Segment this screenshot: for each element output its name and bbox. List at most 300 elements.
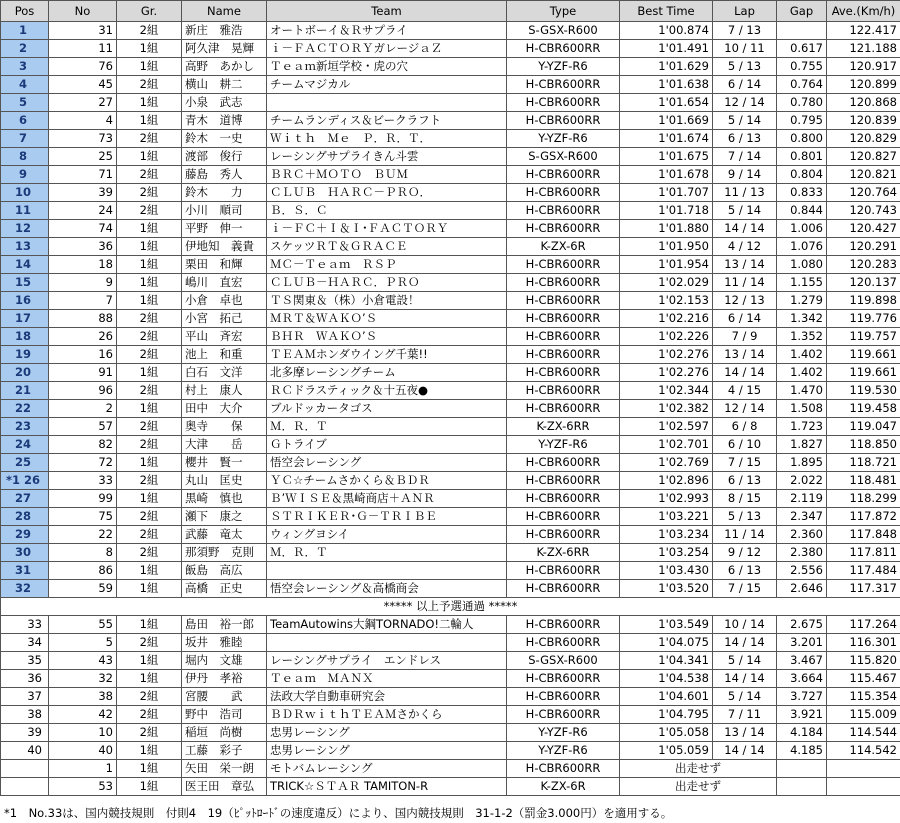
cell-gap: 1.080	[777, 256, 827, 274]
cell-average-speed: 119.898	[827, 292, 900, 310]
cell-type: H-CBR600RR	[507, 76, 620, 94]
cell-team: ＣＬＵＢ－ＨＡＲＣ．ＰＲＯ	[267, 274, 507, 292]
cell-type: H-CBR600RR	[507, 634, 620, 652]
cell-lap: 14 / 14	[713, 220, 777, 238]
cell-no: 1	[49, 760, 117, 778]
cell-type: H-CBR600RR	[507, 562, 620, 580]
cell-best-time: 1'01.678	[620, 166, 713, 184]
cell-type: H-CBR600RR	[507, 112, 620, 130]
cell-type: H-CBR600RR	[507, 526, 620, 544]
cell-average-speed: 114.542	[827, 742, 900, 760]
cell-team: ＭＲＴ＆ＷＡＫＯ’Ｓ	[267, 310, 507, 328]
cell-no: 71	[49, 166, 117, 184]
cell-average-speed: 120.291	[827, 238, 900, 256]
cell-group: 1組	[117, 112, 182, 130]
cell-best-time: 1'02.029	[620, 274, 713, 292]
cell-no: 27	[49, 94, 117, 112]
cell-gap: 1.723	[777, 418, 827, 436]
cell-name: 村上 康人	[182, 382, 267, 400]
cell-pos: 1	[1, 22, 49, 40]
cell-name: 藤島 秀人	[182, 166, 267, 184]
header-average-speed: Ave.(Km/h)	[827, 1, 900, 22]
header-best-time: Best Time	[620, 1, 713, 22]
cell-empty	[827, 760, 900, 778]
cell-name: 武藤 竜太	[182, 526, 267, 544]
dns-row	[1, 760, 900, 778]
cell-gap: 4.185	[777, 742, 827, 760]
cell-gap: 0.780	[777, 94, 827, 112]
cell-average-speed: 119.776	[827, 310, 900, 328]
cell-gap: 0.764	[777, 76, 827, 94]
cell-group: 2組	[117, 418, 182, 436]
cell-name: 櫻井 賢一	[182, 454, 267, 472]
cell-name: 平野 伸一	[182, 220, 267, 238]
cell-no: 18	[49, 256, 117, 274]
header-pos: Pos	[1, 1, 49, 22]
table-row	[1, 292, 900, 310]
cell-no: 11	[49, 40, 117, 58]
cell-no: 99	[49, 490, 117, 508]
cell-group: 2組	[117, 436, 182, 454]
cell-type: H-CBR600RR	[507, 274, 620, 292]
cell-gap: 1.279	[777, 292, 827, 310]
cell-type: H-CBR600RR	[507, 490, 620, 508]
cell-group: 2組	[117, 724, 182, 742]
cell-type: H-CBR600RR	[507, 670, 620, 688]
cell-type: H-CBR600RR	[507, 220, 620, 238]
cell-team	[267, 634, 507, 652]
cell-gap: 3.664	[777, 670, 827, 688]
cell-best-time: 1'01.629	[620, 58, 713, 76]
cell-best-time: 1'01.674	[620, 130, 713, 148]
cell-lap: 7 / 9	[713, 328, 777, 346]
table-row	[1, 94, 900, 112]
cell-name: 小倉 卓也	[182, 292, 267, 310]
cell-team: ＢＨＲ ＷＡＫＯ’Ｓ	[267, 328, 507, 346]
cell-name: 瀬下 康之	[182, 508, 267, 526]
cell-pos: 20	[1, 364, 49, 382]
cell-name: 渡部 俊行	[182, 148, 267, 166]
cell-type: K-ZX-6RR	[507, 544, 620, 562]
cell-no: 59	[49, 580, 117, 598]
qualification-separator: ***** 以上予選通過 *****	[1, 598, 900, 616]
cell-type: H-CBR600RR	[507, 382, 620, 400]
cell-no: 82	[49, 436, 117, 454]
table-row	[1, 526, 900, 544]
cell-lap: 13 / 14	[713, 724, 777, 742]
cell-type: Y-YZF-R6	[507, 436, 620, 454]
header-type: Type	[507, 1, 620, 22]
cell-type: Y-YZF-R6	[507, 130, 620, 148]
cell-pos: 5	[1, 94, 49, 112]
cell-lap: 9 / 12	[713, 544, 777, 562]
cell-name: 高野 あかし	[182, 58, 267, 76]
cell-gap: 1.352	[777, 328, 827, 346]
cell-group: 2組	[117, 634, 182, 652]
cell-no: 57	[49, 418, 117, 436]
cell-gap: 1.508	[777, 400, 827, 418]
cell-best-time: 1'01.638	[620, 76, 713, 94]
cell-average-speed: 120.899	[827, 76, 900, 94]
cell-pos: 36	[1, 670, 49, 688]
cell-lap: 5 / 13	[713, 508, 777, 526]
cell-no: 39	[49, 184, 117, 202]
cell-pos: 16	[1, 292, 49, 310]
cell-no: 4	[49, 112, 117, 130]
cell-no: 10	[49, 724, 117, 742]
cell-average-speed: 118.721	[827, 454, 900, 472]
cell-average-speed: 120.283	[827, 256, 900, 274]
cell-name: 小泉 武志	[182, 94, 267, 112]
cell-team: 忠男レーシング	[267, 724, 507, 742]
cell-gap: 2.347	[777, 508, 827, 526]
cell-team: Ｇトライブ	[267, 436, 507, 454]
cell-best-time: 1'02.216	[620, 310, 713, 328]
cell-team: ＴＳ関東＆（株）小倉電設！	[267, 292, 507, 310]
cell-no: 40	[49, 742, 117, 760]
cell-no: 43	[49, 652, 117, 670]
cell-pos: 27	[1, 490, 49, 508]
cell-lap: 14 / 14	[713, 670, 777, 688]
cell-group: 1組	[117, 94, 182, 112]
cell-team: Ｗｉｔｈ Ｍｅ Ｐ．Ｒ．Ｔ．	[267, 130, 507, 148]
cell-average-speed: 120.821	[827, 166, 900, 184]
cell-lap: 5 / 14	[713, 202, 777, 220]
cell-no: 16	[49, 346, 117, 364]
cell-type: H-CBR600RR	[507, 364, 620, 382]
cell-best-time: 1'04.601	[620, 688, 713, 706]
cell-no: 55	[49, 616, 117, 634]
cell-name: 那須野 克則	[182, 544, 267, 562]
cell-average-speed: 120.827	[827, 148, 900, 166]
cell-best-time: 1'04.341	[620, 652, 713, 670]
cell-gap: 1.402	[777, 346, 827, 364]
cell-type: H-CBR600RR	[507, 580, 620, 598]
cell-group: 1組	[117, 256, 182, 274]
cell-group: 2組	[117, 130, 182, 148]
cell-gap: 1.342	[777, 310, 827, 328]
cell-name: 阿久津 晃輝	[182, 40, 267, 58]
cell-best-time: 1'02.597	[620, 418, 713, 436]
cell-group: 2組	[117, 382, 182, 400]
cell-best-time: 1'03.520	[620, 580, 713, 598]
cell-lap: 13 / 14	[713, 346, 777, 364]
cell-lap: 5 / 14	[713, 652, 777, 670]
cell-best-time: 1'02.276	[620, 364, 713, 382]
cell-group: 1組	[117, 274, 182, 292]
cell-name: 矢田 栄一朗	[182, 760, 267, 778]
table-row	[1, 346, 900, 364]
cell-lap: 14 / 14	[713, 634, 777, 652]
cell-average-speed: 117.872	[827, 508, 900, 526]
cell-type: H-CBR600RR	[507, 328, 620, 346]
cell-best-time: 1'02.344	[620, 382, 713, 400]
table-row	[1, 166, 900, 184]
table-row	[1, 472, 900, 490]
cell-average-speed: 122.417	[827, 22, 900, 40]
cell-lap: 6 / 14	[713, 310, 777, 328]
cell-type: H-CBR600RR	[507, 688, 620, 706]
cell-average-speed: 119.458	[827, 400, 900, 418]
cell-gap: 1.827	[777, 436, 827, 454]
cell-average-speed: 117.317	[827, 580, 900, 598]
cell-pos: 31	[1, 562, 49, 580]
cell-lap: 5 / 14	[713, 688, 777, 706]
cell-average-speed: 115.354	[827, 688, 900, 706]
cell-average-speed: 120.743	[827, 202, 900, 220]
cell-average-speed: 121.188	[827, 40, 900, 58]
cell-gap: 0.801	[777, 148, 827, 166]
cell-lap: 6 / 8	[713, 418, 777, 436]
cell-lap: 6 / 13	[713, 562, 777, 580]
cell-average-speed: 120.427	[827, 220, 900, 238]
cell-best-time: 1'04.795	[620, 706, 713, 724]
cell-best-time: 1'01.718	[620, 202, 713, 220]
cell-no: 25	[49, 148, 117, 166]
cell-gap: 0.804	[777, 166, 827, 184]
cell-pos	[1, 778, 49, 796]
cell-name: 野中 浩司	[182, 706, 267, 724]
cell-pos: 18	[1, 328, 49, 346]
cell-lap: 11 / 13	[713, 184, 777, 202]
cell-lap: 4 / 12	[713, 238, 777, 256]
cell-team: スケッツＲＴ＆ＧＲＡＣＥ	[267, 238, 507, 256]
cell-gap: 3.467	[777, 652, 827, 670]
cell-average-speed: 115.009	[827, 706, 900, 724]
cell-name: 小宮 拓己	[182, 310, 267, 328]
cell-team: 忠男レーシング	[267, 742, 507, 760]
cell-type: H-CBR600RR	[507, 616, 620, 634]
cell-pos: 34	[1, 634, 49, 652]
cell-group: 2組	[117, 166, 182, 184]
cell-gap: 2.675	[777, 616, 827, 634]
cell-pos: 28	[1, 508, 49, 526]
cell-lap: 6 / 13	[713, 472, 777, 490]
cell-type: H-CBR600RR	[507, 706, 620, 724]
cell-name: 高橋 正史	[182, 580, 267, 598]
cell-best-time: 1'02.226	[620, 328, 713, 346]
cell-best-time: 1'03.430	[620, 562, 713, 580]
cell-pos: 15	[1, 274, 49, 292]
cell-name: 伊地知 義貴	[182, 238, 267, 256]
table-row	[1, 58, 900, 76]
cell-pos: 22	[1, 400, 49, 418]
cell-pos: 32	[1, 580, 49, 598]
cell-average-speed: 119.047	[827, 418, 900, 436]
cell-pos: 7	[1, 130, 49, 148]
cell-gap	[777, 22, 827, 40]
cell-lap: 12 / 14	[713, 400, 777, 418]
cell-team: ＣＬＵＢ ＨＡＲＣ－ＰＲＯ．	[267, 184, 507, 202]
header-row	[1, 1, 900, 22]
cell-gap: 0.833	[777, 184, 827, 202]
cell-gap: 3.727	[777, 688, 827, 706]
cell-team: 悟空会レーシング＆高橋商会	[267, 580, 507, 598]
cell-team: チームランディス＆ビークラフト	[267, 112, 507, 130]
cell-group: 1組	[117, 616, 182, 634]
cell-name: 稲垣 尚樹	[182, 724, 267, 742]
results-body	[1, 22, 900, 796]
header-lap: Lap	[713, 1, 777, 22]
cell-no: 75	[49, 508, 117, 526]
cell-team: ＳＴＲＩＫＥＲ･Ｇ－ＴＲＩＢＥ	[267, 508, 507, 526]
cell-gap: 0.755	[777, 58, 827, 76]
cell-name: 嶋川 直宏	[182, 274, 267, 292]
table-row	[1, 670, 900, 688]
cell-name: 新庄 雅浩	[182, 22, 267, 40]
cell-best-time: 1'01.654	[620, 94, 713, 112]
cell-pos: 24	[1, 436, 49, 454]
cell-name: 池上 和重	[182, 346, 267, 364]
cell-pos: 39	[1, 724, 49, 742]
table-row	[1, 562, 900, 580]
cell-no: 72	[49, 454, 117, 472]
cell-group: 2組	[117, 184, 182, 202]
cell-average-speed: 120.137	[827, 274, 900, 292]
cell-gap: 3.921	[777, 706, 827, 724]
cell-average-speed: 115.820	[827, 652, 900, 670]
cell-name: 丸山 匡史	[182, 472, 267, 490]
cell-group: 1組	[117, 454, 182, 472]
cell-best-time: 1'02.896	[620, 472, 713, 490]
cell-average-speed: 118.850	[827, 436, 900, 454]
cell-group: 2組	[117, 508, 182, 526]
header-team: Team	[267, 1, 507, 22]
cell-pos: 29	[1, 526, 49, 544]
cell-pos: 13	[1, 238, 49, 256]
cell-average-speed: 120.764	[827, 184, 900, 202]
cell-group: 1組	[117, 778, 182, 796]
cell-group: 1組	[117, 148, 182, 166]
cell-gap: 1.076	[777, 238, 827, 256]
cell-lap: 5 / 14	[713, 112, 777, 130]
cell-best-time: 1'03.254	[620, 544, 713, 562]
cell-team: レーシングサプライきん斗雲	[267, 148, 507, 166]
cell-group: 2組	[117, 328, 182, 346]
cell-pos: 8	[1, 148, 49, 166]
cell-gap: 2.380	[777, 544, 827, 562]
cell-type: H-CBR600RR	[507, 202, 620, 220]
cell-name: 伊丹 孝裕	[182, 670, 267, 688]
cell-pos: 9	[1, 166, 49, 184]
cell-team: Ｔｅａｍ ＭＡＮＸ	[267, 670, 507, 688]
cell-name: 平山 斉宏	[182, 328, 267, 346]
cell-no: 32	[49, 670, 117, 688]
cell-type: H-CBR600RR	[507, 310, 620, 328]
cell-pos: 33	[1, 616, 49, 634]
cell-gap: 1.470	[777, 382, 827, 400]
cell-group: 2組	[117, 76, 182, 94]
cell-type: K-ZX-6R	[507, 238, 620, 256]
cell-lap: 9 / 14	[713, 166, 777, 184]
cell-type: S-GSX-R600	[507, 652, 620, 670]
cell-team: オートボーイ＆Ｒサプライ	[267, 22, 507, 40]
cell-type: H-CBR600RR	[507, 184, 620, 202]
cell-team: 法政大学自動車研究会	[267, 688, 507, 706]
cell-name: 白石 文洋	[182, 364, 267, 382]
cell-team: レーシングサプライ エンドレス	[267, 652, 507, 670]
cell-team: TRICK☆ＳＴＡＲ TAMITON-R	[267, 778, 507, 796]
cell-average-speed: 120.839	[827, 112, 900, 130]
table-row	[1, 724, 900, 742]
cell-pos: 4	[1, 76, 49, 94]
cell-group: 1組	[117, 364, 182, 382]
cell-team: ＴＥＡＭホンダウイング千葉!!	[267, 346, 507, 364]
table-row	[1, 436, 900, 454]
cell-group: 1組	[117, 742, 182, 760]
cell-no: 86	[49, 562, 117, 580]
cell-team: ｉ－ＦＣ＋Ｉ＆Ｉ･ＦＡＣＴＯＲＹ	[267, 220, 507, 238]
cell-best-time: 1'01.669	[620, 112, 713, 130]
cell-pos: 3	[1, 58, 49, 76]
cell-team	[267, 94, 507, 112]
cell-best-time: 1'03.549	[620, 616, 713, 634]
cell-average-speed: 120.917	[827, 58, 900, 76]
cell-pos: 21	[1, 382, 49, 400]
table-row	[1, 652, 900, 670]
cell-lap: 6 / 13	[713, 130, 777, 148]
cell-lap: 13 / 14	[713, 256, 777, 274]
cell-group: 2組	[117, 706, 182, 724]
cell-gap: 2.119	[777, 490, 827, 508]
cell-group: 2組	[117, 688, 182, 706]
cell-average-speed: 117.264	[827, 616, 900, 634]
table-row	[1, 634, 900, 652]
cell-no: 45	[49, 76, 117, 94]
cell-best-time: 1'03.234	[620, 526, 713, 544]
cell-name: 坂井 雅睦	[182, 634, 267, 652]
cell-team: ブルドッカータゴス	[267, 400, 507, 418]
header-no: No	[49, 1, 117, 22]
cell-average-speed: 120.868	[827, 94, 900, 112]
cell-no: 74	[49, 220, 117, 238]
cell-gap: 1.402	[777, 364, 827, 382]
cell-name: 大津 岳	[182, 436, 267, 454]
cell-type: H-CBR600RR	[507, 400, 620, 418]
cell-name: 栗田 和輝	[182, 256, 267, 274]
cell-pos: 30	[1, 544, 49, 562]
cell-average-speed: 118.299	[827, 490, 900, 508]
cell-gap: 0.795	[777, 112, 827, 130]
cell-team: ＢＲＣ＋ＭＯＴＯ ＢＵＭ	[267, 166, 507, 184]
cell-group: 2組	[117, 346, 182, 364]
cell-average-speed: 117.484	[827, 562, 900, 580]
cell-team: 悟空会レーシング	[267, 454, 507, 472]
cell-average-speed: 116.301	[827, 634, 900, 652]
cell-best-time: 1'02.993	[620, 490, 713, 508]
cell-average-speed: 115.467	[827, 670, 900, 688]
cell-lap: 7 / 11	[713, 706, 777, 724]
cell-did-not-start: 出走せず	[620, 760, 777, 778]
cell-gap: 4.184	[777, 724, 827, 742]
cell-best-time: 1'04.538	[620, 670, 713, 688]
cell-team: ＭＣ－Ｔｅａｍ ＲＳＰ	[267, 256, 507, 274]
cell-did-not-start: 出走せず	[620, 778, 777, 796]
cell-no: 91	[49, 364, 117, 382]
cell-no: 7	[49, 292, 117, 310]
cell-group: 1組	[117, 670, 182, 688]
cell-team	[267, 562, 507, 580]
cell-group: 1組	[117, 580, 182, 598]
table-row	[1, 742, 900, 760]
cell-best-time: 1'01.954	[620, 256, 713, 274]
table-row	[1, 40, 900, 58]
table-row	[1, 112, 900, 130]
cell-no: 26	[49, 328, 117, 346]
cell-no: 42	[49, 706, 117, 724]
cell-group: 1組	[117, 490, 182, 508]
cell-best-time: 1'01.491	[620, 40, 713, 58]
